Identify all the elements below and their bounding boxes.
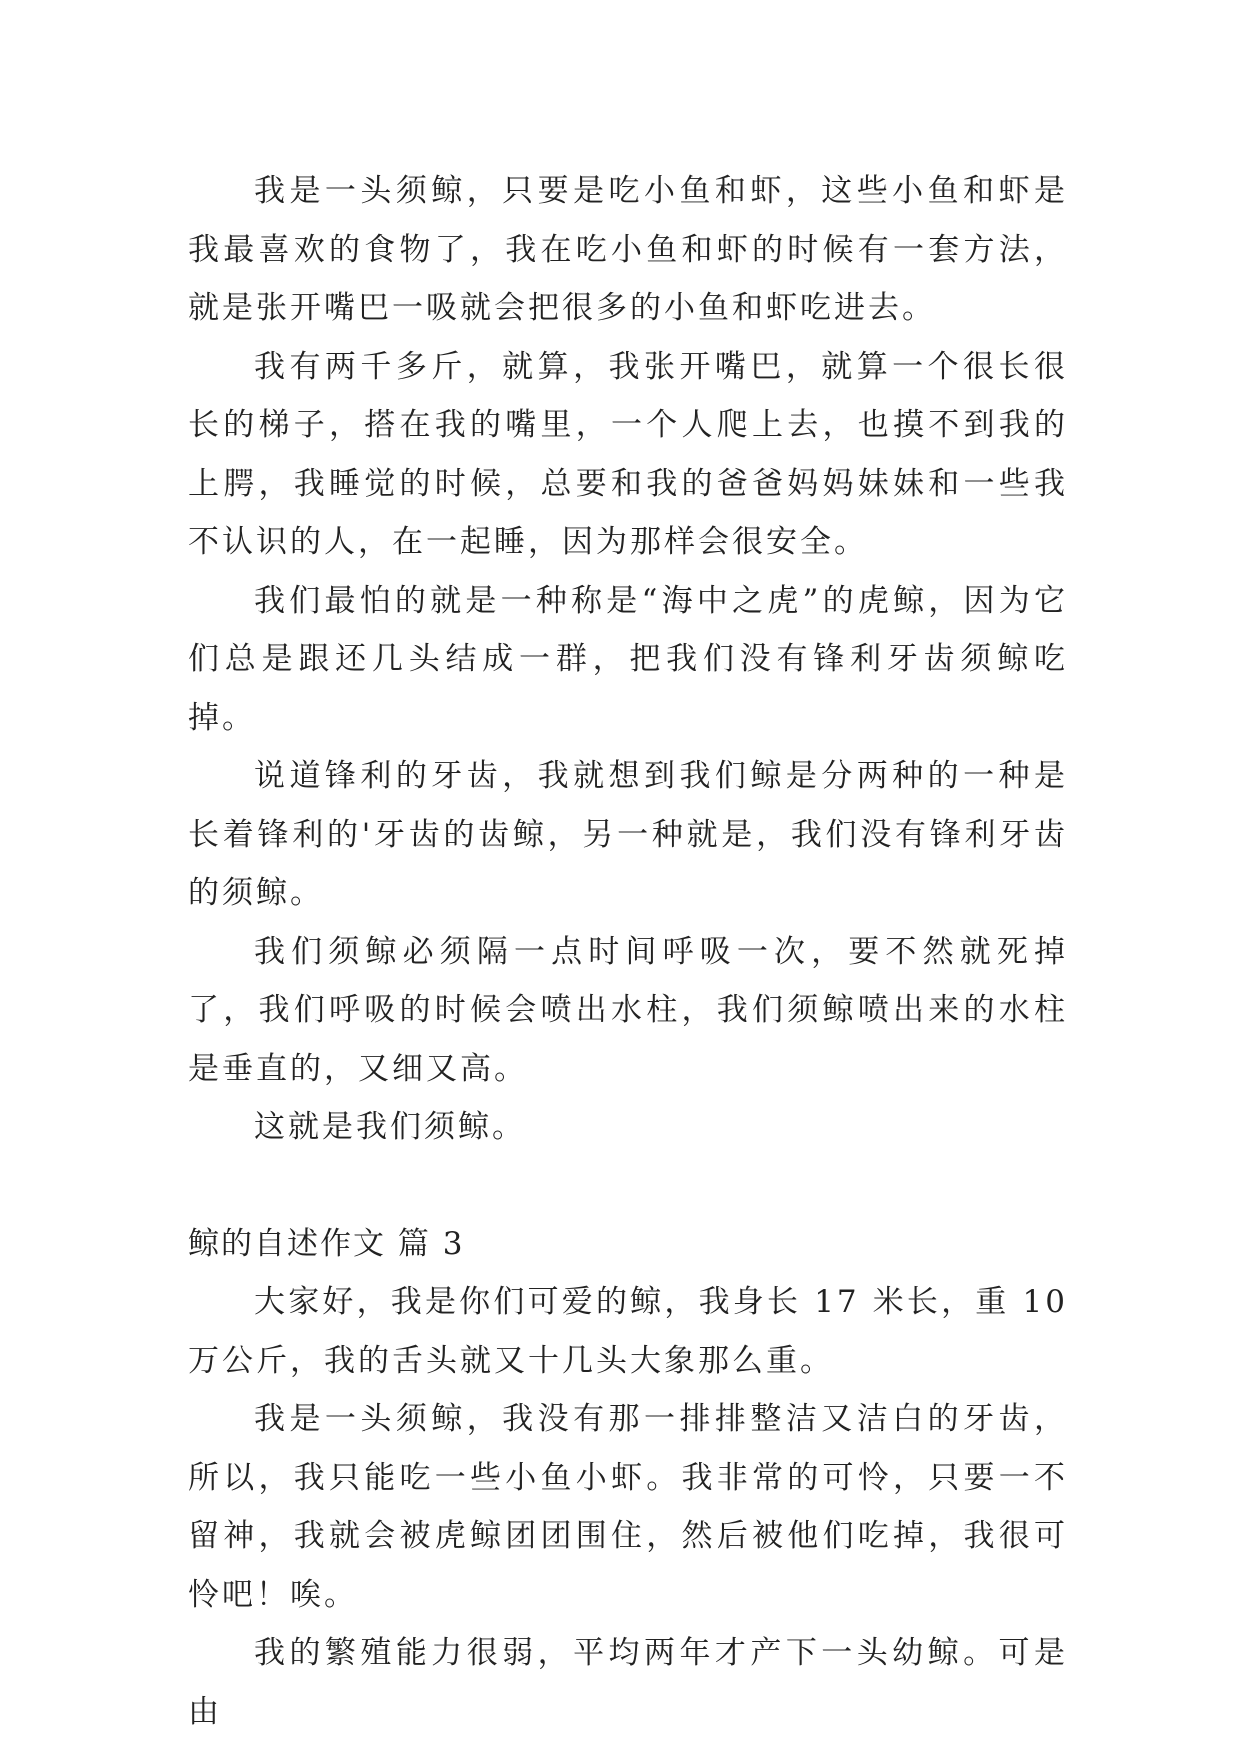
paragraph: 说道锋利的牙齿，我就想到我们鲸是分两种的一种是长着锋利的'牙齿的齿鲸，另一种就是，我们没有锋利牙齿的须鲸。 — [188, 758, 1068, 911]
section-heading: 鲸的自述作文 篇 3 — [188, 1225, 465, 1262]
paragraph: 我们最怕的就是一种称是“海中之虎”的虎鲸，因为它们总是跟还几头结成一群，把我们没有锋利牙齿须鲸吃掉。 — [188, 582, 1068, 736]
paragraph: 我的繁殖能力很弱，平均两年才产下一头幼鲸。可是由 — [188, 1635, 1068, 1730]
paragraph: 我有两千多斤，就算，我张开嘴巴，就算一个很长很长的梯子，搭在我的嘴里，一个人爬上去，也摸不到我的上腭，我睡觉的时候，总要和我的爸爸妈妈妹妹和一些我不认识的人，在一起睡，因为那样会很安全。 — [188, 348, 1068, 560]
paragraph: 这就是我们须鲸。 — [254, 1109, 526, 1145]
paragraph: 大家好，我是你们可爱的鲸，我身长 17 米长，重 10 万公斤，我的舌头就又十几头大象那么重。 — [188, 1284, 1068, 1379]
document-body — [188, 162, 1068, 1741]
paragraph: 我是一头须鲸，我没有那一排排整洁又洁白的牙齿，所以，我只能吃一些小鱼小虾。我非常的可怜，只要一不留神，我就会被虎鲸团团围住，然后被他们吃掉，我很可怜吧！唉。 — [188, 1401, 1068, 1613]
paragraph: 我是一头须鲸，只要是吃小鱼和虾，这些小鱼和虾是我最喜欢的食物了，我在吃小鱼和虾的时候有一套方法，就是张开嘴巴一吸就会把很多的小鱼和虾吃进去。 — [188, 173, 1068, 326]
paragraph: 我们须鲸必须隔一点时间呼吸一次，要不然就死掉了，我们呼吸的时候会喷出水柱，我们须鲸喷出来的水柱是垂直的，又细又高。 — [188, 933, 1068, 1087]
